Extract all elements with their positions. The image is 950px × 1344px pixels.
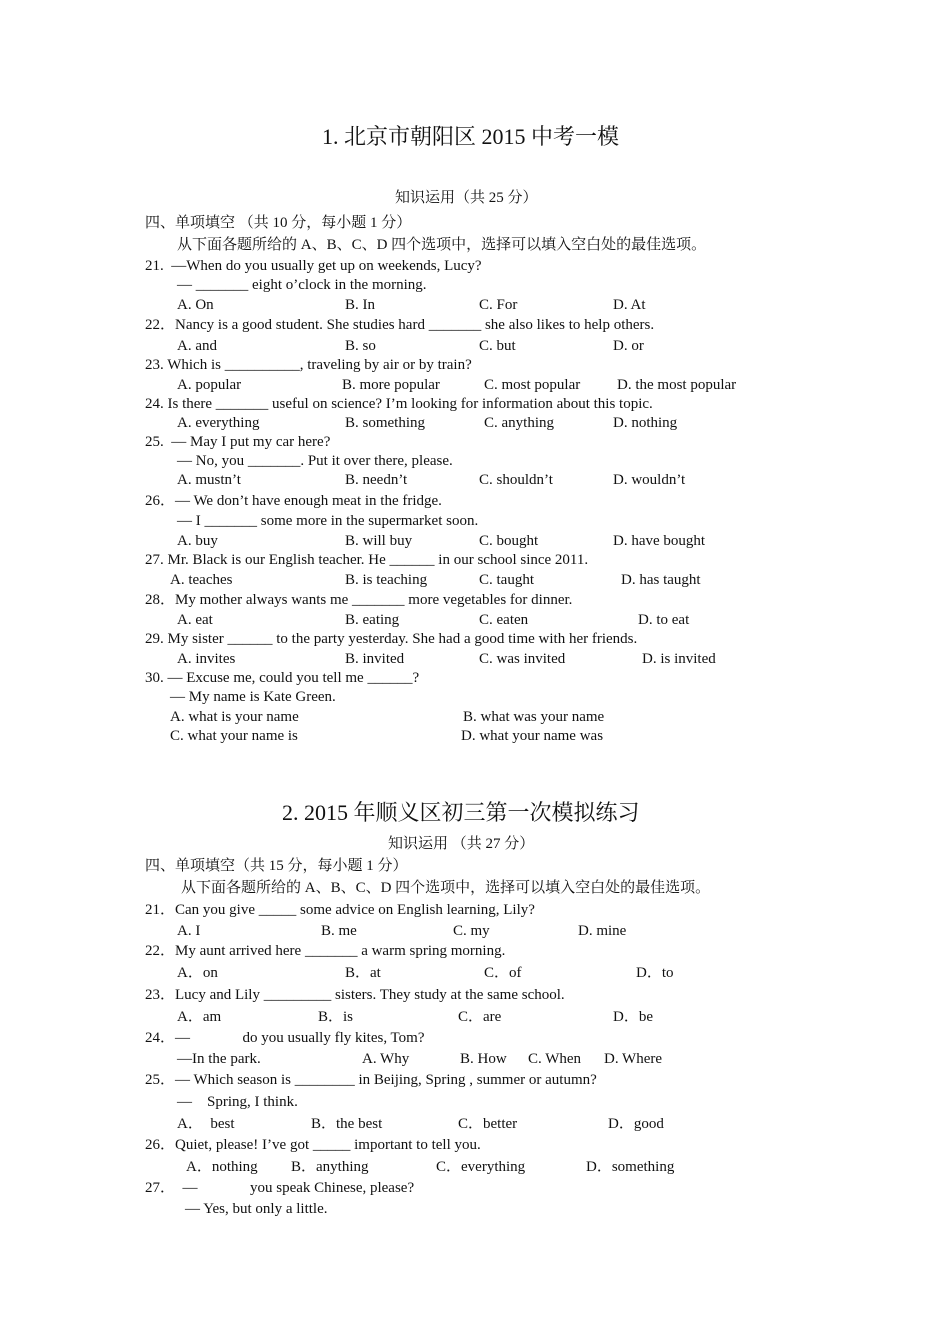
s2-q21-option-c: C. my bbox=[453, 923, 490, 939]
q24-option-a: A. everything bbox=[177, 415, 260, 431]
s2-q21-option-b: B. me bbox=[321, 923, 357, 939]
q22-option-d: D. or bbox=[613, 338, 644, 354]
section-2-subtitle: 知识运用 （共 27 分） bbox=[388, 836, 535, 852]
q27-option-a: A. teaches bbox=[170, 572, 233, 588]
q28-option-a: A. eat bbox=[177, 612, 213, 628]
q21-option-a: A. On bbox=[177, 297, 214, 313]
s2-q23-option-d: D．be bbox=[613, 1009, 653, 1025]
section-2-instruction: 从下面各题所给的 A、B、C、D 四个选项中，选择可以填入空白处的最佳选项。 bbox=[181, 880, 711, 896]
q23-option-c: C. most popular bbox=[484, 377, 581, 393]
q25-stem: 25. — May I put my car here? bbox=[145, 434, 331, 450]
section-1-instruction: 从下面各题所给的 A、B、C、D 四个选项中，选择可以填入空白处的最佳选项。 bbox=[177, 237, 707, 253]
q22-option-b: B. so bbox=[345, 338, 376, 354]
s2-q23-option-c: C．are bbox=[458, 1009, 502, 1025]
s2-q22-option-c: C．of bbox=[484, 965, 522, 981]
q25-response: — No, you _______. Put it over there, please. bbox=[177, 453, 453, 469]
q23-stem: 23. Which is __________, traveling by air or by train? bbox=[145, 357, 472, 373]
q26-option-a: A. buy bbox=[177, 533, 218, 549]
q25-option-c: C. shouldn’t bbox=[479, 472, 553, 488]
q29-option-b: B. invited bbox=[345, 651, 405, 667]
s2-q26-stem: 26．Quiet, please! I’ve got _____ important to tell you. bbox=[145, 1137, 481, 1153]
q24-stem: 24. Is there _______ useful on science? I’m looking for information about this topic. bbox=[145, 396, 653, 412]
q27-option-d: D. has taught bbox=[621, 572, 701, 588]
q24-option-c: C. anything bbox=[484, 415, 554, 431]
q30-option-a: A. what is your name bbox=[170, 709, 299, 725]
s2-q25-option-a: A． best bbox=[177, 1116, 235, 1132]
s2-q21-option-d: D. mine bbox=[578, 923, 627, 939]
s2-q26-option-a: A．nothing bbox=[186, 1159, 258, 1175]
q23-option-a: A. popular bbox=[177, 377, 242, 393]
s2-q23-option-a: A．am bbox=[177, 1009, 222, 1025]
s2-q22-option-d: D．to bbox=[636, 965, 674, 981]
q24-option-b: B. something bbox=[345, 415, 426, 431]
q28-option-c: C. eaten bbox=[479, 612, 529, 628]
q26-option-c: C. bought bbox=[479, 533, 539, 549]
s2-q25-option-d: D．good bbox=[608, 1116, 664, 1132]
section-2-heading: 四、单项填空（共 15 分，每小题 1 分） bbox=[145, 858, 408, 874]
s2-q24-option-d: D. Where bbox=[604, 1051, 663, 1067]
q22-option-a: A. and bbox=[177, 338, 217, 354]
q22-option-c: C. but bbox=[479, 338, 516, 354]
s2-q26-option-c: C．everything bbox=[436, 1159, 526, 1175]
q30-stem: 30. — Excuse me, could you tell me ______? bbox=[145, 670, 420, 686]
s2-q22-stem: 22．My aunt arrived here _______ a warm spring morning. bbox=[145, 943, 506, 959]
section-1-title: 1. 北京市朝阳区 2015 中考一模 bbox=[322, 124, 620, 149]
q30-option-c: C. what your name is bbox=[170, 728, 298, 744]
q29-option-d: D. is invited bbox=[642, 651, 716, 667]
s2-q27-stem: 27． — you speak Chinese, please? bbox=[145, 1180, 415, 1196]
q29-option-a: A. invites bbox=[177, 651, 236, 667]
s2-q24-option-b: B. How bbox=[460, 1051, 507, 1067]
s2-q22-option-a: A．on bbox=[177, 965, 218, 981]
q29-stem: 29. My sister ______ to the party yesterday. She had a good time with her friends. bbox=[145, 631, 638, 647]
q30-response: — My name is Kate Green. bbox=[170, 689, 336, 705]
s2-q27-response: — Yes, but only a little. bbox=[185, 1201, 328, 1217]
q24-option-d: D. nothing bbox=[613, 415, 678, 431]
q30-option-d: D. what your name was bbox=[461, 728, 604, 744]
s2-q24-response: —In the park. bbox=[177, 1051, 261, 1067]
q21-stem: 21. —When do you usually get up on weekends, Lucy? bbox=[145, 258, 482, 274]
s2-q25-stem: 25．— Which season is ________ in Beijing, Spring , summer or autumn? bbox=[145, 1072, 597, 1088]
section-1-subtitle: 知识运用（共 25 分） bbox=[395, 190, 538, 206]
q23-option-d: D. the most popular bbox=[617, 377, 737, 393]
q30-option-b: B. what was your name bbox=[463, 709, 605, 725]
q26-response: — I _______ some more in the supermarket soon. bbox=[177, 513, 479, 529]
s2-q26-option-d: D．something bbox=[586, 1159, 675, 1175]
q23-option-b: B. more popular bbox=[342, 377, 440, 393]
q25-option-d: D. wouldn’t bbox=[613, 472, 686, 488]
q26-option-b: B. will buy bbox=[345, 533, 413, 549]
s2-q25-response: — Spring, I think. bbox=[177, 1094, 298, 1110]
q26-option-d: D. have bought bbox=[613, 533, 706, 549]
q28-option-b: B. eating bbox=[345, 612, 400, 628]
s2-q25-option-c: C．better bbox=[458, 1116, 518, 1132]
s2-q25-option-b: B．the best bbox=[311, 1116, 383, 1132]
q21-option-b: B. In bbox=[345, 297, 375, 313]
s2-q26-option-b: B．anything bbox=[291, 1159, 369, 1175]
q27-option-b: B. is teaching bbox=[345, 572, 428, 588]
s2-q21-stem: 21．Can you give _____ some advice on English learning, Lily? bbox=[145, 902, 535, 918]
s2-q23-stem: 23．Lucy and Lily _________ sisters. They study at the same school. bbox=[145, 987, 565, 1003]
q21-response: — _______ eight o’clock in the morning. bbox=[177, 277, 427, 293]
s2-q22-option-b: B．at bbox=[345, 965, 381, 981]
q28-stem: 28．My mother always wants me _______ more vegetables for dinner. bbox=[145, 592, 573, 608]
q28-option-d: D. to eat bbox=[638, 612, 690, 628]
q26-stem: 26．— We don’t have enough meat in the fridge. bbox=[145, 493, 442, 509]
q21-option-d: D. At bbox=[613, 297, 646, 313]
q27-stem: 27. Mr. Black is our English teacher. He ______ in our school since 2011. bbox=[145, 552, 589, 568]
s2-q24-option-c: C. When bbox=[528, 1051, 582, 1067]
section-1-heading: 四、单项填空 （共 10 分，每小题 1 分） bbox=[145, 215, 412, 231]
q22-stem: 22．Nancy is a good student. She studies hard _______ she also likes to help others. bbox=[145, 317, 655, 333]
section-2-title: 2. 2015 年顺义区初三第一次模拟练习 bbox=[282, 800, 640, 825]
q25-option-b: B. needn’t bbox=[345, 472, 408, 488]
s2-q21-option-a: A. I bbox=[177, 923, 201, 939]
q29-option-c: C. was invited bbox=[479, 651, 566, 667]
s2-q23-option-b: B．is bbox=[318, 1009, 354, 1025]
s2-q24-option-a: A. Why bbox=[362, 1051, 410, 1067]
q25-option-a: A. mustn’t bbox=[177, 472, 241, 488]
s2-q24-stem: 24．— do you usually fly kites, Tom? bbox=[145, 1030, 425, 1046]
q27-option-c: C. taught bbox=[479, 572, 534, 588]
q21-option-c: C. For bbox=[479, 297, 518, 313]
